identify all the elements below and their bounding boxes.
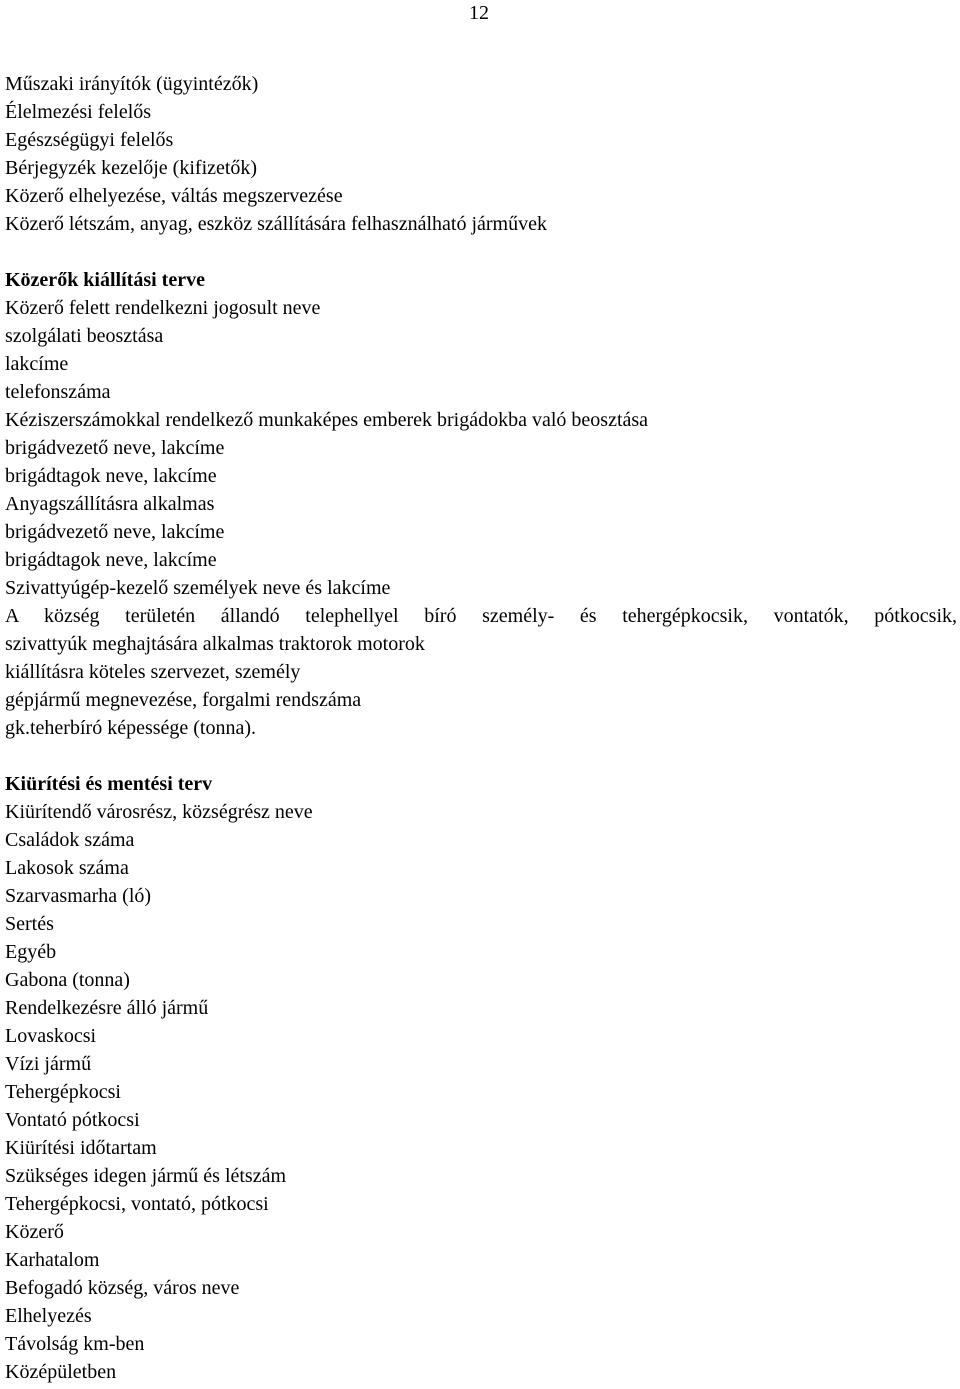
list-line: Vontató pótkocsi <box>5 1109 140 1131</box>
list-line: Tehergépkocsi <box>5 1081 121 1103</box>
spacer <box>5 238 957 266</box>
section-evacuation-plan <box>5 770 957 1386</box>
list-line: brigádvezető neve, lakcíme <box>5 521 225 543</box>
list-line: Elhelyezés <box>5 1305 92 1327</box>
list-line: szivattyúk meghajtására alkalmas traktorok motorok <box>5 633 425 655</box>
list-line: Tehergépkocsi, vontató, pótkocsi <box>5 1193 269 1215</box>
list-line: Vízi jármű <box>5 1053 92 1075</box>
list-line: Egészségügyi felelős <box>5 129 174 151</box>
list-line: brigádtagok neve, lakcíme <box>5 549 217 571</box>
list-line: Kiürítendő városrész, községrész neve <box>5 801 313 823</box>
list-line: kiállításra köteles szervezet, személy <box>5 661 301 683</box>
list-line: Kiürítési időtartam <box>5 1137 157 1159</box>
spacer <box>5 742 957 770</box>
list-line: Középületben <box>5 1361 117 1383</box>
section-staff-list <box>5 70 957 238</box>
section-deployment-plan <box>5 266 957 742</box>
list-line: gk.teherbíró képessége (tonna). <box>5 717 257 739</box>
list-line: Bérjegyzék kezelője (kifizetők) <box>5 157 258 179</box>
list-line: Szükséges idegen jármű és létszám <box>5 1165 287 1187</box>
list-line: Lakosok száma <box>5 857 129 879</box>
list-line: Szarvasmarha (ló) <box>5 885 152 907</box>
list-line: szolgálati beosztása <box>5 325 164 347</box>
list-line: brigádtagok neve, lakcíme <box>5 465 217 487</box>
list-line: Kéziszerszámokkal rendelkező munkaképes emberek brigádokba való beosztása <box>5 409 649 431</box>
document-body <box>5 70 957 1386</box>
section-heading: Kiürítési és mentési terv <box>5 773 213 795</box>
section-heading: Közerők kiállítási terve <box>5 269 205 291</box>
list-line: Sertés <box>5 913 54 935</box>
list-line: Közerő <box>5 1221 64 1243</box>
list-line: Befogadó község, város neve <box>5 1277 240 1299</box>
list-line: brigádvezető neve, lakcíme <box>5 437 225 459</box>
list-line: Közerő elhelyezése, váltás megszervezése <box>5 185 343 207</box>
list-line: Családok száma <box>5 829 135 851</box>
list-line: Élelmezési felelős <box>5 101 152 123</box>
list-line: Közerő létszám, anyag, eszköz szállítására felhasználható járművek <box>5 213 547 235</box>
page-number: 12 <box>469 2 489 24</box>
list-line: Gabona (tonna) <box>5 969 130 991</box>
list-line: telefonszáma <box>5 381 111 403</box>
list-line: Szivattyúgép-kezelő személyek neve és lakcíme <box>5 577 391 599</box>
list-line: Lovaskocsi <box>5 1025 97 1047</box>
list-line: Anyagszállításra alkalmas <box>5 493 215 515</box>
justified-paragraph-line: A község területén állandó telephellyel bíró személy- és tehergépkocsik, vontatók, pótkocsik, <box>5 605 957 627</box>
list-line: Közerő felett rendelkezni jogosult neve <box>5 297 321 319</box>
list-line: Távolság km-ben <box>5 1333 145 1355</box>
list-line: Egyéb <box>5 941 57 963</box>
list-line: gépjármű megnevezése, forgalmi rendszáma <box>5 689 362 711</box>
list-line: Rendelkezésre álló jármű <box>5 997 209 1019</box>
list-line: Karhatalom <box>5 1249 100 1271</box>
list-line: Műszaki irányítók (ügyintézők) <box>5 73 259 95</box>
list-line: lakcíme <box>5 353 69 375</box>
